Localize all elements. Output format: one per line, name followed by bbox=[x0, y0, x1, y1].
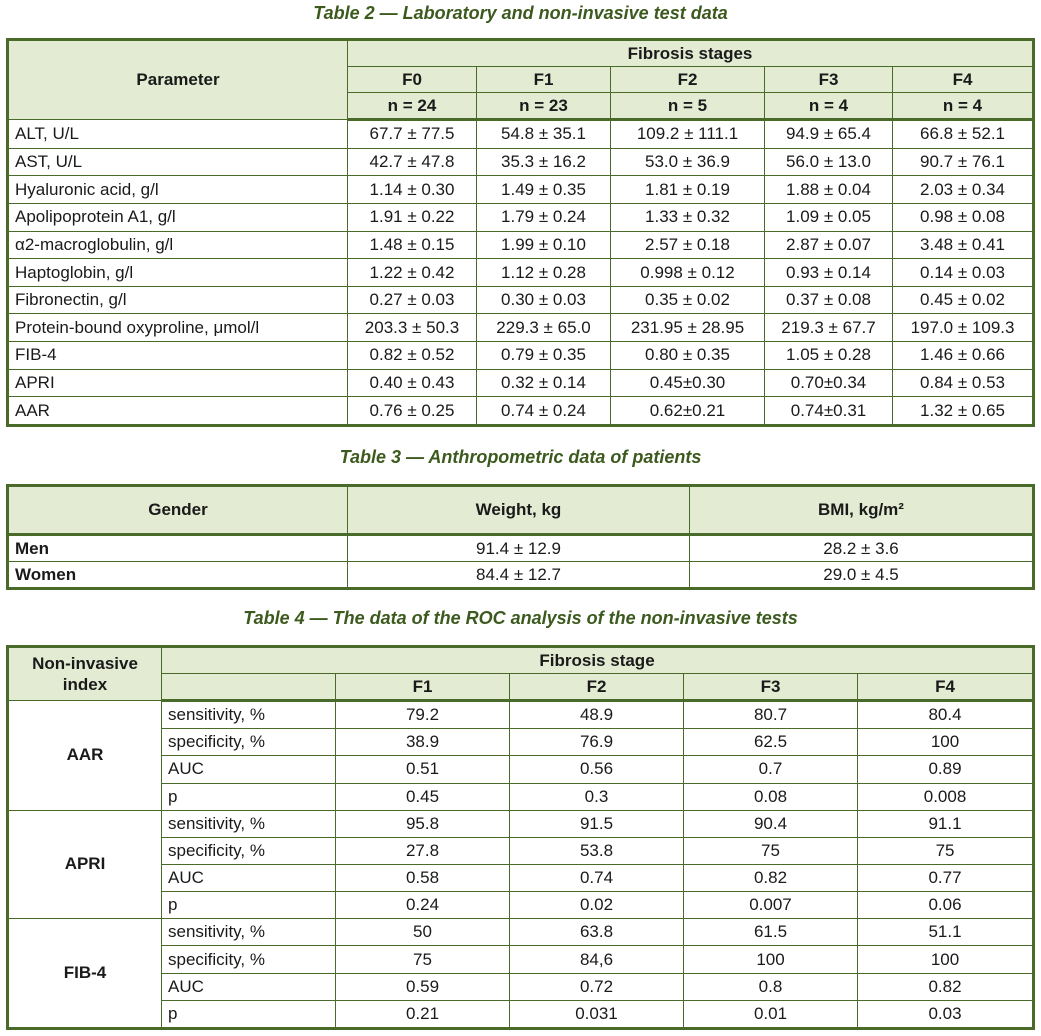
table3-caption: Table 3 — Anthropometric data of patients bbox=[339, 447, 702, 467]
table3-body bbox=[8, 535, 1034, 589]
table2-body bbox=[8, 120, 1034, 426]
metric-label: p bbox=[162, 892, 336, 919]
table-row bbox=[8, 837, 1034, 864]
parameter-label: Hyaluronic acid, g/l bbox=[8, 176, 348, 204]
value-cell: 91.4 ± 12.9 bbox=[348, 535, 690, 562]
value-cell: 94.9 ± 65.4 bbox=[765, 120, 893, 149]
parameter-label: Protein-bound oxyproline, μmol/l bbox=[8, 314, 348, 342]
value-cell: 38.9 bbox=[336, 729, 510, 756]
value-cell: 1.12 ± 0.28 bbox=[477, 259, 611, 287]
value-cell: 0.82 ± 0.52 bbox=[348, 342, 477, 370]
value-cell: 0.58 bbox=[336, 864, 510, 891]
value-cell: 50 bbox=[336, 919, 510, 946]
metric-label: AUC bbox=[162, 864, 336, 891]
table-row bbox=[8, 176, 1034, 204]
metric-label: sensitivity, % bbox=[162, 919, 336, 946]
table-row bbox=[8, 946, 1034, 973]
value-cell: 0.74 ± 0.24 bbox=[477, 397, 611, 426]
table-row bbox=[8, 397, 1034, 426]
value-cell: 0.21 bbox=[336, 1000, 510, 1028]
value-cell: 1.09 ± 0.05 bbox=[765, 203, 893, 231]
table-row bbox=[8, 314, 1034, 342]
value-cell: 1.33 ± 0.32 bbox=[611, 203, 765, 231]
table-row bbox=[8, 701, 1034, 729]
table-row bbox=[8, 535, 1034, 562]
value-cell: 0.998 ± 0.12 bbox=[611, 259, 765, 287]
value-cell: 90.7 ± 76.1 bbox=[893, 148, 1034, 176]
value-cell: 1.05 ± 0.28 bbox=[765, 342, 893, 370]
value-cell: 67.7 ± 77.5 bbox=[348, 120, 477, 149]
stage-header: F1 bbox=[336, 674, 510, 701]
value-cell: 27.8 bbox=[336, 837, 510, 864]
value-cell: 3.48 ± 0.41 bbox=[893, 231, 1034, 259]
value-cell: 1.14 ± 0.30 bbox=[348, 176, 477, 204]
parameter-label: α2-macroglobulin, g/l bbox=[8, 231, 348, 259]
table-row bbox=[8, 286, 1034, 314]
table-row bbox=[8, 259, 1034, 287]
metric-label: specificity, % bbox=[162, 837, 336, 864]
value-cell: 63.8 bbox=[510, 919, 684, 946]
value-cell: 0.37 ± 0.08 bbox=[765, 286, 893, 314]
value-cell: 28.2 ± 3.6 bbox=[690, 535, 1034, 562]
value-cell: 0.27 ± 0.03 bbox=[348, 286, 477, 314]
value-cell: 0.45 ± 0.02 bbox=[893, 286, 1034, 314]
value-cell: 0.82 bbox=[858, 973, 1034, 1000]
value-cell: 0.40 ± 0.43 bbox=[348, 369, 477, 397]
value-cell: 66.8 ± 52.1 bbox=[893, 120, 1034, 149]
sample-size-header: n = 5 bbox=[611, 93, 765, 120]
stage-header: F3 bbox=[765, 67, 893, 93]
value-cell: 0.72 bbox=[510, 973, 684, 1000]
stage-header: F4 bbox=[858, 674, 1034, 701]
value-cell: 2.03 ± 0.34 bbox=[893, 176, 1034, 204]
table-row bbox=[8, 203, 1034, 231]
value-cell: 0.98 ± 0.08 bbox=[893, 203, 1034, 231]
table-row bbox=[8, 231, 1034, 259]
gender-label: Men bbox=[8, 535, 348, 562]
value-cell: 0.93 ± 0.14 bbox=[765, 259, 893, 287]
value-cell: 62.5 bbox=[684, 729, 858, 756]
sample-size-header: n = 4 bbox=[893, 93, 1034, 120]
value-cell: 0.51 bbox=[336, 756, 510, 783]
value-cell: 0.24 bbox=[336, 892, 510, 919]
parameter-label: AAR bbox=[8, 397, 348, 426]
index-group-label: FIB-4 bbox=[8, 919, 162, 1029]
table4-caption: Table 4 — The data of the ROC analysis of the non-invasive tests bbox=[243, 608, 798, 628]
parameter-label: Fibronectin, g/l bbox=[8, 286, 348, 314]
value-cell: 48.9 bbox=[510, 701, 684, 729]
value-cell: 0.7 bbox=[684, 756, 858, 783]
value-cell: 79.2 bbox=[336, 701, 510, 729]
index-group-label: AAR bbox=[8, 701, 162, 811]
table-row bbox=[8, 783, 1034, 810]
value-cell: 75 bbox=[858, 837, 1034, 864]
value-cell: 0.8 bbox=[684, 973, 858, 1000]
table-row bbox=[8, 1000, 1034, 1028]
value-cell: 0.3 bbox=[510, 783, 684, 810]
value-cell: 0.32 ± 0.14 bbox=[477, 369, 611, 397]
value-cell: 80.7 bbox=[684, 701, 858, 729]
value-cell: 1.46 ± 0.66 bbox=[893, 342, 1034, 370]
table4-body bbox=[8, 701, 1034, 1029]
metric-label: sensitivity, % bbox=[162, 701, 336, 729]
value-cell: 0.08 bbox=[684, 783, 858, 810]
value-cell: 53.0 ± 36.9 bbox=[611, 148, 765, 176]
value-cell: 1.48 ± 0.15 bbox=[348, 231, 477, 259]
value-cell: 100 bbox=[858, 729, 1034, 756]
value-cell: 42.7 ± 47.8 bbox=[348, 148, 477, 176]
value-cell: 80.4 bbox=[858, 701, 1034, 729]
parameter-label: APRI bbox=[8, 369, 348, 397]
stage-header: F0 bbox=[348, 67, 477, 93]
value-cell: 1.99 ± 0.10 bbox=[477, 231, 611, 259]
parameter-label: ALT, U/L bbox=[8, 120, 348, 149]
parameter-label: AST, U/L bbox=[8, 148, 348, 176]
value-cell: 219.3 ± 67.7 bbox=[765, 314, 893, 342]
value-cell: 0.82 bbox=[684, 864, 858, 891]
metric-label: specificity, % bbox=[162, 946, 336, 973]
metric-label: specificity, % bbox=[162, 729, 336, 756]
value-cell: 91.1 bbox=[858, 810, 1034, 837]
table-row bbox=[8, 864, 1034, 891]
value-cell: 0.84 ± 0.53 bbox=[893, 369, 1034, 397]
table-row bbox=[8, 562, 1034, 589]
sample-size-header: n = 24 bbox=[348, 93, 477, 120]
weight-header: Weight, kg bbox=[348, 486, 690, 535]
parameter-label: Apolipoprotein A1, g/l bbox=[8, 203, 348, 231]
value-cell: 91.5 bbox=[510, 810, 684, 837]
stage-header: F1 bbox=[477, 67, 611, 93]
roc-analysis-table bbox=[6, 645, 1035, 1030]
value-cell: 0.74±0.31 bbox=[765, 397, 893, 426]
bmi-header: BMI, kg/m² bbox=[690, 486, 1034, 535]
metric-header-blank bbox=[162, 674, 336, 701]
value-cell: 100 bbox=[684, 946, 858, 973]
parameter-label: FIB-4 bbox=[8, 342, 348, 370]
fibrosis-stage-header: Fibrosis stage bbox=[162, 647, 1034, 674]
value-cell: 0.008 bbox=[858, 783, 1034, 810]
value-cell: 1.32 ± 0.65 bbox=[893, 397, 1034, 426]
value-cell: 1.91 ± 0.22 bbox=[348, 203, 477, 231]
value-cell: 75 bbox=[684, 837, 858, 864]
value-cell: 2.87 ± 0.07 bbox=[765, 231, 893, 259]
table2-caption: Table 2 — Laboratory and non-invasive test data bbox=[313, 3, 728, 23]
value-cell: 0.031 bbox=[510, 1000, 684, 1028]
table-row bbox=[8, 729, 1034, 756]
value-cell: 0.01 bbox=[684, 1000, 858, 1028]
value-cell: 231.95 ± 28.95 bbox=[611, 314, 765, 342]
table-row bbox=[8, 892, 1034, 919]
value-cell: 0.79 ± 0.35 bbox=[477, 342, 611, 370]
value-cell: 0.70±0.34 bbox=[765, 369, 893, 397]
metric-label: sensitivity, % bbox=[162, 810, 336, 837]
table-row bbox=[8, 810, 1034, 837]
value-cell: 54.8 ± 35.1 bbox=[477, 120, 611, 149]
value-cell: 35.3 ± 16.2 bbox=[477, 148, 611, 176]
metric-label: AUC bbox=[162, 756, 336, 783]
value-cell: 2.57 ± 0.18 bbox=[611, 231, 765, 259]
value-cell: 51.1 bbox=[858, 919, 1034, 946]
value-cell: 109.2 ± 111.1 bbox=[611, 120, 765, 149]
anthropometric-data-table bbox=[6, 484, 1035, 590]
table-row bbox=[8, 342, 1034, 370]
value-cell: 0.35 ± 0.02 bbox=[611, 286, 765, 314]
value-cell: 0.76 ± 0.25 bbox=[348, 397, 477, 426]
value-cell: 29.0 ± 4.5 bbox=[690, 562, 1034, 589]
value-cell: 1.79 ± 0.24 bbox=[477, 203, 611, 231]
value-cell: 1.49 ± 0.35 bbox=[477, 176, 611, 204]
value-cell: 95.8 bbox=[336, 810, 510, 837]
value-cell: 0.007 bbox=[684, 892, 858, 919]
sample-size-header: n = 23 bbox=[477, 93, 611, 120]
value-cell: 53.8 bbox=[510, 837, 684, 864]
metric-label: p bbox=[162, 783, 336, 810]
value-cell: 100 bbox=[858, 946, 1034, 973]
value-cell: 61.5 bbox=[684, 919, 858, 946]
table-row bbox=[8, 919, 1034, 946]
value-cell: 0.56 bbox=[510, 756, 684, 783]
value-cell: 75 bbox=[336, 946, 510, 973]
table-row bbox=[8, 369, 1034, 397]
metric-label: p bbox=[162, 1000, 336, 1028]
non-invasive-index-header: Non-invasive index bbox=[8, 647, 162, 701]
sample-size-header: n = 4 bbox=[765, 93, 893, 120]
table-row bbox=[8, 120, 1034, 149]
value-cell: 0.89 bbox=[858, 756, 1034, 783]
table-row bbox=[8, 973, 1034, 1000]
value-cell: 0.45±0.30 bbox=[611, 369, 765, 397]
table-row bbox=[8, 148, 1034, 176]
value-cell: 0.06 bbox=[858, 892, 1034, 919]
stage-header: F2 bbox=[510, 674, 684, 701]
index-group-label: APRI bbox=[8, 810, 162, 919]
value-cell: 0.30 ± 0.03 bbox=[477, 286, 611, 314]
value-cell: 0.74 bbox=[510, 864, 684, 891]
value-cell: 1.88 ± 0.04 bbox=[765, 176, 893, 204]
table-row bbox=[8, 756, 1034, 783]
stage-header: F4 bbox=[893, 67, 1034, 93]
fibrosis-stages-header: Fibrosis stages bbox=[348, 40, 1034, 67]
value-cell: 0.02 bbox=[510, 892, 684, 919]
value-cell: 229.3 ± 65.0 bbox=[477, 314, 611, 342]
value-cell: 0.80 ± 0.35 bbox=[611, 342, 765, 370]
laboratory-data-table bbox=[6, 38, 1035, 427]
value-cell: 197.0 ± 109.3 bbox=[893, 314, 1034, 342]
parameter-label: Haptoglobin, g/l bbox=[8, 259, 348, 287]
value-cell: 1.22 ± 0.42 bbox=[348, 259, 477, 287]
value-cell: 0.03 bbox=[858, 1000, 1034, 1028]
value-cell: 203.3 ± 50.3 bbox=[348, 314, 477, 342]
value-cell: 56.0 ± 13.0 bbox=[765, 148, 893, 176]
value-cell: 0.77 bbox=[858, 864, 1034, 891]
value-cell: 84.4 ± 12.7 bbox=[348, 562, 690, 589]
parameter-header: Parameter bbox=[8, 40, 348, 120]
value-cell: 0.59 bbox=[336, 973, 510, 1000]
value-cell: 1.81 ± 0.19 bbox=[611, 176, 765, 204]
value-cell: 0.62±0.21 bbox=[611, 397, 765, 426]
value-cell: 0.14 ± 0.03 bbox=[893, 259, 1034, 287]
value-cell: 84,6 bbox=[510, 946, 684, 973]
value-cell: 76.9 bbox=[510, 729, 684, 756]
stage-header: F3 bbox=[684, 674, 858, 701]
gender-header: Gender bbox=[8, 486, 348, 535]
metric-label: AUC bbox=[162, 973, 336, 1000]
value-cell: 90.4 bbox=[684, 810, 858, 837]
value-cell: 0.45 bbox=[336, 783, 510, 810]
stage-header: F2 bbox=[611, 67, 765, 93]
gender-label: Women bbox=[8, 562, 348, 589]
